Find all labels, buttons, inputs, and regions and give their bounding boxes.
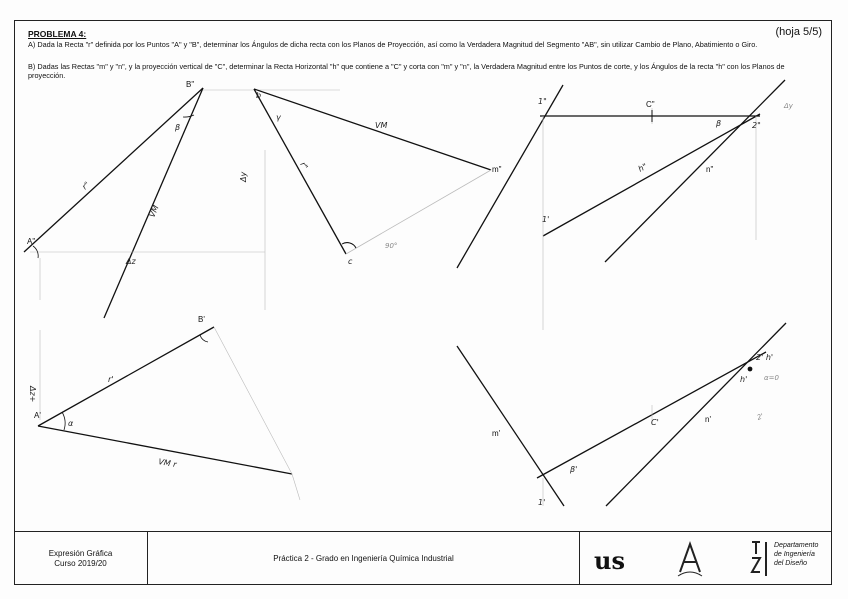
subject-name: Expresión Gráfica (48, 548, 113, 558)
problem-title: PROBLEMA 4: (28, 29, 87, 39)
line-m-vertical (457, 85, 563, 268)
hw-vm-triangle: VM (375, 121, 388, 130)
label-m1: m' (492, 429, 501, 438)
hw-beta-lower: β' (570, 465, 578, 474)
school-emblem-logo (670, 538, 710, 580)
hw-gamma: γ (276, 113, 281, 122)
line-h-true (543, 114, 760, 236)
label-m2: m" (492, 165, 502, 174)
hw-dz-left: Δz+ (28, 386, 37, 403)
label-b1: B' (198, 315, 205, 324)
label-a1: A' (34, 411, 41, 420)
line-vm-triangle (254, 89, 491, 170)
hw-one-top: 1" (538, 97, 547, 106)
hw-beta-right: β (716, 119, 722, 128)
hw-r2-triangle: r" (298, 160, 310, 172)
label-n1: n' (705, 415, 711, 424)
hw-h1: h' (740, 375, 748, 384)
hw-b: b (256, 91, 262, 100)
line-r2-triangle (254, 89, 346, 254)
hw-beta-top: β (175, 123, 181, 132)
hw-c1: C' (651, 418, 659, 427)
practice-title: Práctica 2 - Grado en Ingeniería Química Industrial (273, 554, 454, 563)
statement-b: B) Dadas las Rectas "m" y "n", y la proyección vertical de "C", determinar la Recta Horizontal "h" que contiene a "C" y corta con "m" y "n", la Verdadera Magnitud entre los Puntos de corte, y los Ángulos de la recta "h" con los Planos de proyección. (28, 62, 785, 80)
hw-alpha0: α=0 (764, 374, 779, 382)
hw-r2: r" (80, 180, 92, 192)
hw-dy-right: Δy (784, 102, 793, 110)
department-name: Departamento de Ingeniería del Diseño (774, 542, 819, 567)
sheet-number: (hoja 5/5) (775, 26, 822, 38)
right-angle-arc (342, 243, 356, 248)
line-r-vertical (24, 88, 203, 252)
label-b2: B" (186, 80, 195, 89)
construction-line (292, 474, 300, 500)
label-c2: C" (646, 100, 655, 109)
hw-two-top: 2" (752, 121, 761, 130)
angle-arc (62, 412, 65, 430)
hw-90: 90° (385, 242, 398, 250)
construction-line (214, 327, 292, 474)
hw-dy: Δy (239, 171, 248, 182)
right-angle-arc (200, 335, 208, 342)
department-logo (748, 538, 772, 580)
hw-r1: r' (108, 375, 114, 384)
statement-a: A) Dada la Recta "r" definida por los Puntos "A" y "B", determinar los Ángulos de dicha recta con los Planos de Proyección, así como la Verdadera Magnitud del Segmento "AB", sin utilizar Cambio de Plano, Abatimiento o Giro. (28, 40, 758, 49)
logos-cell (580, 532, 832, 585)
intersection-point (748, 367, 753, 372)
line-vm-left (104, 88, 203, 318)
hw-prime: 2' (755, 412, 765, 422)
angle-arc (183, 115, 194, 117)
university-logo: us (594, 546, 625, 575)
hw-vmr: VM r (157, 457, 178, 470)
subject-cell (14, 532, 148, 585)
hw-dz: Δz (126, 257, 136, 266)
hw-two-c: 2' h' (756, 353, 774, 362)
hw-one-lower: 1' (542, 215, 550, 224)
title-block (14, 531, 832, 585)
course-year: Curso 2019/20 (54, 558, 107, 568)
line-r-horizontal (38, 327, 214, 426)
line-m-horizontal (457, 346, 564, 506)
hw-c: c (348, 257, 353, 266)
practice-cell (148, 532, 580, 585)
construction-line (346, 170, 491, 254)
hw-h2: h" (636, 161, 649, 174)
hw-alpha: α (68, 419, 74, 428)
hw-vm-left: VM (147, 203, 161, 219)
label-n2: n" (706, 165, 714, 174)
hw-one-bottom: 1' (538, 498, 546, 507)
line-n-vertical (605, 80, 785, 262)
label-a2: A" (27, 237, 36, 246)
